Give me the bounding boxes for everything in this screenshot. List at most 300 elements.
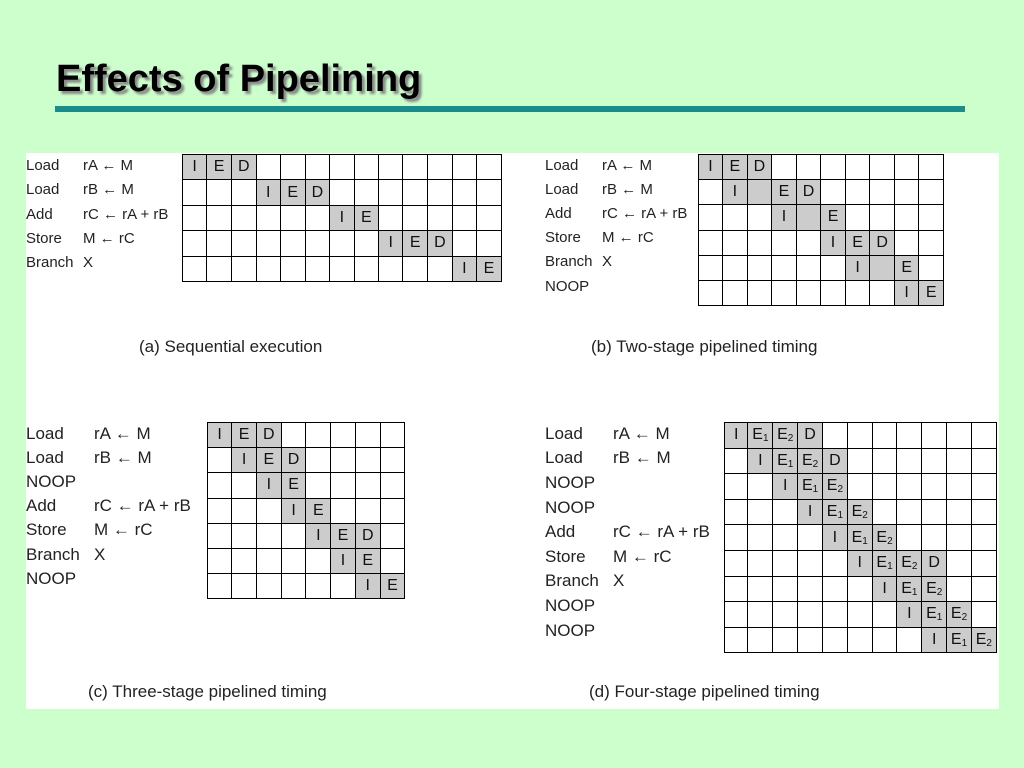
stage-cell: $E_2$ bbox=[872, 525, 897, 551]
empty-cell bbox=[870, 205, 895, 230]
empty-cell bbox=[725, 525, 748, 551]
empty-cell bbox=[477, 155, 502, 180]
empty-cell bbox=[922, 448, 947, 474]
empty-cell bbox=[772, 255, 797, 280]
stage-cell: $E_2$ bbox=[822, 474, 847, 500]
empty-cell bbox=[845, 205, 870, 230]
empty-cell bbox=[183, 180, 207, 205]
empty-cell bbox=[747, 205, 772, 230]
stage-cell: I bbox=[872, 576, 897, 602]
empty-cell bbox=[773, 602, 798, 628]
empty-cell bbox=[872, 602, 897, 628]
stage-cell: I bbox=[331, 548, 356, 573]
instruction-name: Store bbox=[26, 520, 67, 540]
empty-cell bbox=[207, 256, 232, 281]
empty-cell bbox=[845, 180, 870, 205]
empty-cell bbox=[894, 230, 919, 255]
empty-cell bbox=[897, 448, 922, 474]
empty-cell bbox=[256, 548, 281, 573]
empty-cell bbox=[256, 498, 281, 523]
stage-cell: D bbox=[305, 180, 330, 205]
empty-cell bbox=[380, 523, 405, 548]
stage-cell: $E_2$ bbox=[847, 499, 872, 525]
timing-row bbox=[183, 180, 502, 205]
instruction-name: Branch bbox=[545, 571, 599, 591]
stage-cell: E bbox=[919, 280, 944, 305]
empty-cell bbox=[256, 231, 280, 256]
empty-cell bbox=[379, 180, 403, 205]
empty-cell bbox=[847, 627, 872, 653]
empty-cell bbox=[379, 155, 403, 180]
empty-cell bbox=[305, 256, 330, 281]
instruction-name: NOOP bbox=[545, 497, 596, 517]
empty-cell bbox=[207, 205, 232, 230]
empty-cell bbox=[748, 474, 773, 500]
empty-cell bbox=[231, 256, 256, 281]
empty-cell bbox=[847, 423, 872, 449]
empty-cell bbox=[699, 280, 723, 305]
stage-cell: E bbox=[723, 155, 748, 180]
empty-cell bbox=[872, 423, 897, 449]
empty-cell bbox=[919, 230, 944, 255]
timing-grid bbox=[207, 422, 405, 599]
empty-cell bbox=[798, 602, 823, 628]
stall-cell bbox=[747, 180, 772, 205]
empty-cell bbox=[452, 155, 476, 180]
stage-cell: $E_1$ bbox=[847, 525, 872, 551]
empty-cell bbox=[847, 602, 872, 628]
timing-row bbox=[699, 230, 944, 255]
empty-cell bbox=[919, 155, 944, 180]
stage-cell: $E_1$ bbox=[748, 423, 773, 449]
stage-cell: D bbox=[355, 523, 380, 548]
empty-cell bbox=[872, 474, 897, 500]
stage-cell: I bbox=[183, 155, 207, 180]
instruction-operand: rA ← M bbox=[83, 156, 134, 174]
empty-cell bbox=[281, 548, 306, 573]
instruction-operand: rA ← M bbox=[602, 156, 653, 174]
instruction-name: Load bbox=[26, 447, 64, 467]
timing-row bbox=[725, 525, 997, 551]
stage-cell: E bbox=[306, 498, 331, 523]
stage-cell: I bbox=[355, 574, 380, 599]
stage-cell: E bbox=[354, 205, 379, 230]
timing-row bbox=[725, 423, 997, 449]
panel-caption: (a) Sequential execution bbox=[139, 337, 323, 356]
empty-cell bbox=[380, 423, 405, 448]
timing-row bbox=[208, 523, 405, 548]
empty-cell bbox=[822, 576, 847, 602]
empty-cell bbox=[725, 627, 748, 653]
empty-cell bbox=[232, 523, 257, 548]
empty-cell bbox=[947, 448, 972, 474]
empty-cell bbox=[281, 523, 306, 548]
stage-cell: $E_2$ bbox=[922, 576, 947, 602]
timing-grid bbox=[698, 154, 944, 306]
instruction-name: NOOP bbox=[26, 568, 77, 588]
empty-cell bbox=[971, 576, 996, 602]
empty-cell bbox=[306, 473, 331, 498]
timing-row bbox=[208, 498, 405, 523]
empty-cell bbox=[971, 423, 996, 449]
instruction-name: NOOP bbox=[26, 472, 77, 491]
empty-cell bbox=[331, 574, 356, 599]
empty-cell bbox=[748, 499, 773, 525]
empty-cell bbox=[280, 231, 305, 256]
empty-cell bbox=[725, 602, 748, 628]
stage-cell: I bbox=[772, 205, 797, 230]
instruction-name: Store bbox=[545, 229, 581, 247]
empty-cell bbox=[208, 574, 232, 599]
instruction-name: Store bbox=[545, 546, 586, 566]
timing-row bbox=[699, 255, 944, 280]
empty-cell bbox=[971, 448, 996, 474]
instruction-operand: M ← rC bbox=[613, 546, 672, 566]
stage-cell: D bbox=[798, 423, 823, 449]
empty-cell bbox=[380, 473, 405, 498]
empty-cell bbox=[821, 280, 846, 305]
empty-cell bbox=[207, 231, 232, 256]
empty-cell bbox=[897, 423, 922, 449]
empty-cell bbox=[822, 602, 847, 628]
instruction-operand: rA ← M bbox=[613, 423, 670, 443]
timing-row bbox=[725, 499, 997, 525]
empty-cell bbox=[256, 574, 281, 599]
empty-cell bbox=[772, 280, 797, 305]
stage-cell: I bbox=[699, 155, 723, 180]
empty-cell bbox=[208, 498, 232, 523]
stage-cell: I bbox=[232, 448, 257, 473]
stage-cell: I bbox=[723, 180, 748, 205]
empty-cell bbox=[699, 205, 723, 230]
instruction-name: Add bbox=[26, 205, 53, 223]
stage-cell: $E_2$ bbox=[798, 448, 823, 474]
empty-cell bbox=[845, 155, 870, 180]
empty-cell bbox=[897, 525, 922, 551]
empty-cell bbox=[256, 256, 280, 281]
stage-cell: I bbox=[330, 205, 354, 230]
empty-cell bbox=[331, 423, 356, 448]
empty-cell bbox=[947, 499, 972, 525]
empty-cell bbox=[971, 602, 996, 628]
stage-cell: $E_1$ bbox=[798, 474, 823, 500]
empty-cell bbox=[922, 474, 947, 500]
stage-cell: E bbox=[845, 230, 870, 255]
empty-cell bbox=[280, 256, 305, 281]
stage-cell: E bbox=[355, 548, 380, 573]
stage-cell: I bbox=[821, 230, 846, 255]
instruction-name: Add bbox=[26, 496, 57, 516]
empty-cell bbox=[971, 550, 996, 576]
instruction-name: NOOP bbox=[545, 620, 596, 640]
instruction-operand: M ← rC bbox=[83, 229, 135, 247]
stall-cell bbox=[870, 255, 895, 280]
stage-cell: I bbox=[256, 180, 280, 205]
timing-row bbox=[183, 205, 502, 230]
instruction-name: Load bbox=[26, 156, 60, 174]
empty-cell bbox=[919, 255, 944, 280]
empty-cell bbox=[822, 627, 847, 653]
empty-cell bbox=[403, 205, 428, 230]
empty-cell bbox=[306, 448, 331, 473]
empty-cell bbox=[847, 576, 872, 602]
empty-cell bbox=[748, 627, 773, 653]
empty-cell bbox=[897, 474, 922, 500]
empty-cell bbox=[355, 473, 380, 498]
timing-row bbox=[725, 474, 997, 500]
empty-cell bbox=[354, 231, 379, 256]
empty-cell bbox=[183, 205, 207, 230]
instruction-name: Load bbox=[26, 181, 60, 199]
empty-cell bbox=[947, 474, 972, 500]
empty-cell bbox=[207, 180, 232, 205]
instruction-name: Branch bbox=[26, 254, 74, 272]
empty-cell bbox=[452, 180, 476, 205]
empty-cell bbox=[725, 499, 748, 525]
empty-cell bbox=[232, 473, 257, 498]
empty-cell bbox=[847, 448, 872, 474]
empty-cell bbox=[897, 627, 922, 653]
empty-cell bbox=[231, 180, 256, 205]
empty-cell bbox=[403, 256, 428, 281]
empty-cell bbox=[428, 155, 453, 180]
empty-cell bbox=[355, 498, 380, 523]
empty-cell bbox=[428, 256, 453, 281]
timing-row bbox=[699, 205, 944, 230]
pipeline-figure bbox=[26, 153, 999, 709]
stage-cell: E bbox=[477, 256, 502, 281]
empty-cell bbox=[971, 474, 996, 500]
empty-cell bbox=[280, 155, 305, 180]
empty-cell bbox=[798, 576, 823, 602]
empty-cell bbox=[208, 448, 232, 473]
empty-cell bbox=[379, 256, 403, 281]
empty-cell bbox=[773, 550, 798, 576]
stage-cell: D bbox=[747, 155, 772, 180]
stage-cell: $E_1$ bbox=[947, 627, 972, 653]
empty-cell bbox=[872, 499, 897, 525]
instruction-name: Add bbox=[545, 205, 572, 222]
instruction-name: NOOP bbox=[545, 277, 590, 295]
empty-cell bbox=[748, 602, 773, 628]
empty-cell bbox=[897, 499, 922, 525]
empty-cell bbox=[772, 155, 797, 180]
empty-cell bbox=[872, 627, 897, 653]
empty-cell bbox=[330, 155, 354, 180]
empty-cell bbox=[872, 448, 897, 474]
stage-cell: $E_2$ bbox=[897, 550, 922, 576]
empty-cell bbox=[798, 550, 823, 576]
stage-cell: I bbox=[748, 448, 773, 474]
empty-cell bbox=[922, 525, 947, 551]
panel-caption: (d) Four-stage pipelined timing bbox=[589, 682, 820, 701]
empty-cell bbox=[232, 574, 257, 599]
stage-cell: $E_1$ bbox=[872, 550, 897, 576]
stage-cell: E bbox=[232, 423, 257, 448]
instruction-operand: rC ← rA + rB bbox=[613, 522, 710, 542]
stage-cell: $E_2$ bbox=[971, 627, 996, 653]
empty-cell bbox=[747, 280, 772, 305]
stage-cell: I bbox=[894, 280, 919, 305]
empty-cell bbox=[477, 231, 502, 256]
empty-cell bbox=[305, 205, 330, 230]
empty-cell bbox=[428, 180, 453, 205]
empty-cell bbox=[208, 473, 232, 498]
panel-caption: (b) Two-stage pipelined timing bbox=[591, 337, 818, 356]
empty-cell bbox=[845, 280, 870, 305]
empty-cell bbox=[231, 231, 256, 256]
empty-cell bbox=[922, 499, 947, 525]
empty-cell bbox=[947, 423, 972, 449]
timing-row bbox=[699, 155, 944, 180]
empty-cell bbox=[281, 574, 306, 599]
stage-cell: I bbox=[822, 525, 847, 551]
empty-cell bbox=[428, 205, 453, 230]
instruction-name: NOOP bbox=[545, 596, 596, 615]
stage-cell: I bbox=[256, 473, 281, 498]
empty-cell bbox=[773, 576, 798, 602]
empty-cell bbox=[725, 474, 748, 500]
stage-cell: I bbox=[379, 231, 403, 256]
instruction-operand: M ← rC bbox=[602, 229, 654, 247]
empty-cell bbox=[699, 180, 723, 205]
empty-cell bbox=[380, 548, 405, 573]
empty-cell bbox=[331, 498, 356, 523]
empty-cell bbox=[183, 256, 207, 281]
empty-cell bbox=[231, 205, 256, 230]
empty-cell bbox=[772, 230, 797, 255]
timing-row bbox=[725, 550, 997, 576]
slide-title: Effects of Pipelining bbox=[56, 58, 422, 100]
stage-cell: I bbox=[773, 474, 798, 500]
stage-cell: D bbox=[256, 423, 281, 448]
empty-cell bbox=[452, 231, 476, 256]
empty-cell bbox=[723, 205, 748, 230]
stage-cell: D bbox=[231, 155, 256, 180]
stage-cell: I bbox=[798, 499, 823, 525]
empty-cell bbox=[305, 155, 330, 180]
empty-cell bbox=[232, 498, 257, 523]
stage-cell: I bbox=[452, 256, 476, 281]
stage-cell: $E_1$ bbox=[922, 602, 947, 628]
empty-cell bbox=[747, 255, 772, 280]
instruction-name: Load bbox=[545, 156, 579, 174]
stage-cell: I bbox=[281, 498, 306, 523]
timing-row bbox=[699, 180, 944, 205]
timing-row bbox=[725, 576, 997, 602]
title-rule bbox=[55, 106, 965, 112]
instruction-operand: X bbox=[83, 254, 94, 272]
empty-cell bbox=[330, 256, 354, 281]
timing-row bbox=[183, 231, 502, 256]
stage-cell: I bbox=[922, 627, 947, 653]
empty-cell bbox=[306, 548, 331, 573]
instruction-operand: X bbox=[602, 253, 613, 271]
stage-cell: D bbox=[870, 230, 895, 255]
empty-cell bbox=[922, 423, 947, 449]
instruction-name: Store bbox=[26, 229, 62, 247]
stage-cell: E bbox=[331, 523, 356, 548]
empty-cell bbox=[306, 423, 331, 448]
stage-cell: E bbox=[894, 255, 919, 280]
stage-cell: $E_1$ bbox=[822, 499, 847, 525]
instruction-operand: rB ← M bbox=[602, 180, 653, 198]
timing-row bbox=[725, 448, 997, 474]
empty-cell bbox=[747, 230, 772, 255]
empty-cell bbox=[773, 499, 798, 525]
stage-cell: I bbox=[847, 550, 872, 576]
stage-cell: I bbox=[845, 255, 870, 280]
panel-caption: (c) Three-stage pipelined timing bbox=[88, 682, 327, 701]
timing-row bbox=[208, 473, 405, 498]
instruction-operand: rB ← M bbox=[83, 181, 134, 199]
empty-cell bbox=[971, 499, 996, 525]
empty-cell bbox=[355, 448, 380, 473]
instruction-name: Load bbox=[545, 180, 579, 198]
empty-cell bbox=[232, 548, 257, 573]
empty-cell bbox=[919, 180, 944, 205]
empty-cell bbox=[773, 627, 798, 653]
empty-cell bbox=[870, 180, 895, 205]
timing-row bbox=[183, 256, 502, 281]
empty-cell bbox=[821, 255, 846, 280]
empty-cell bbox=[725, 576, 748, 602]
empty-cell bbox=[822, 550, 847, 576]
empty-cell bbox=[821, 180, 846, 205]
empty-cell bbox=[947, 525, 972, 551]
timing-row bbox=[183, 155, 502, 180]
instruction-operand: rA ← M bbox=[94, 423, 151, 443]
empty-cell bbox=[403, 180, 428, 205]
empty-cell bbox=[796, 255, 821, 280]
empty-cell bbox=[355, 423, 380, 448]
stage-cell: D bbox=[281, 448, 306, 473]
timing-row bbox=[725, 627, 997, 653]
empty-cell bbox=[331, 473, 356, 498]
timing-row bbox=[208, 423, 405, 448]
empty-cell bbox=[330, 180, 354, 205]
empty-cell bbox=[380, 498, 405, 523]
empty-cell bbox=[380, 448, 405, 473]
empty-cell bbox=[723, 255, 748, 280]
stage-cell: I bbox=[208, 423, 232, 448]
stage-cell: $E_2$ bbox=[947, 602, 972, 628]
stage-cell: E bbox=[772, 180, 797, 205]
stage-cell: E bbox=[403, 231, 428, 256]
instruction-operand: rC ← rA + rB bbox=[94, 496, 191, 516]
empty-cell bbox=[183, 231, 207, 256]
empty-cell bbox=[947, 576, 972, 602]
empty-cell bbox=[723, 230, 748, 255]
stage-cell: $E_2$ bbox=[773, 423, 798, 449]
instruction-operand: X bbox=[94, 544, 106, 564]
instruction-name: Load bbox=[26, 423, 64, 443]
empty-cell bbox=[330, 231, 354, 256]
timing-grid bbox=[724, 422, 997, 653]
empty-cell bbox=[748, 550, 773, 576]
instruction-operand: rB ← M bbox=[613, 448, 671, 468]
empty-cell bbox=[354, 155, 379, 180]
empty-cell bbox=[256, 523, 281, 548]
empty-cell bbox=[305, 231, 330, 256]
empty-cell bbox=[870, 155, 895, 180]
stage-cell: D bbox=[922, 550, 947, 576]
empty-cell bbox=[379, 205, 403, 230]
empty-cell bbox=[280, 205, 305, 230]
stage-cell: E bbox=[380, 574, 405, 599]
empty-cell bbox=[331, 448, 356, 473]
stage-cell: E bbox=[821, 205, 846, 230]
